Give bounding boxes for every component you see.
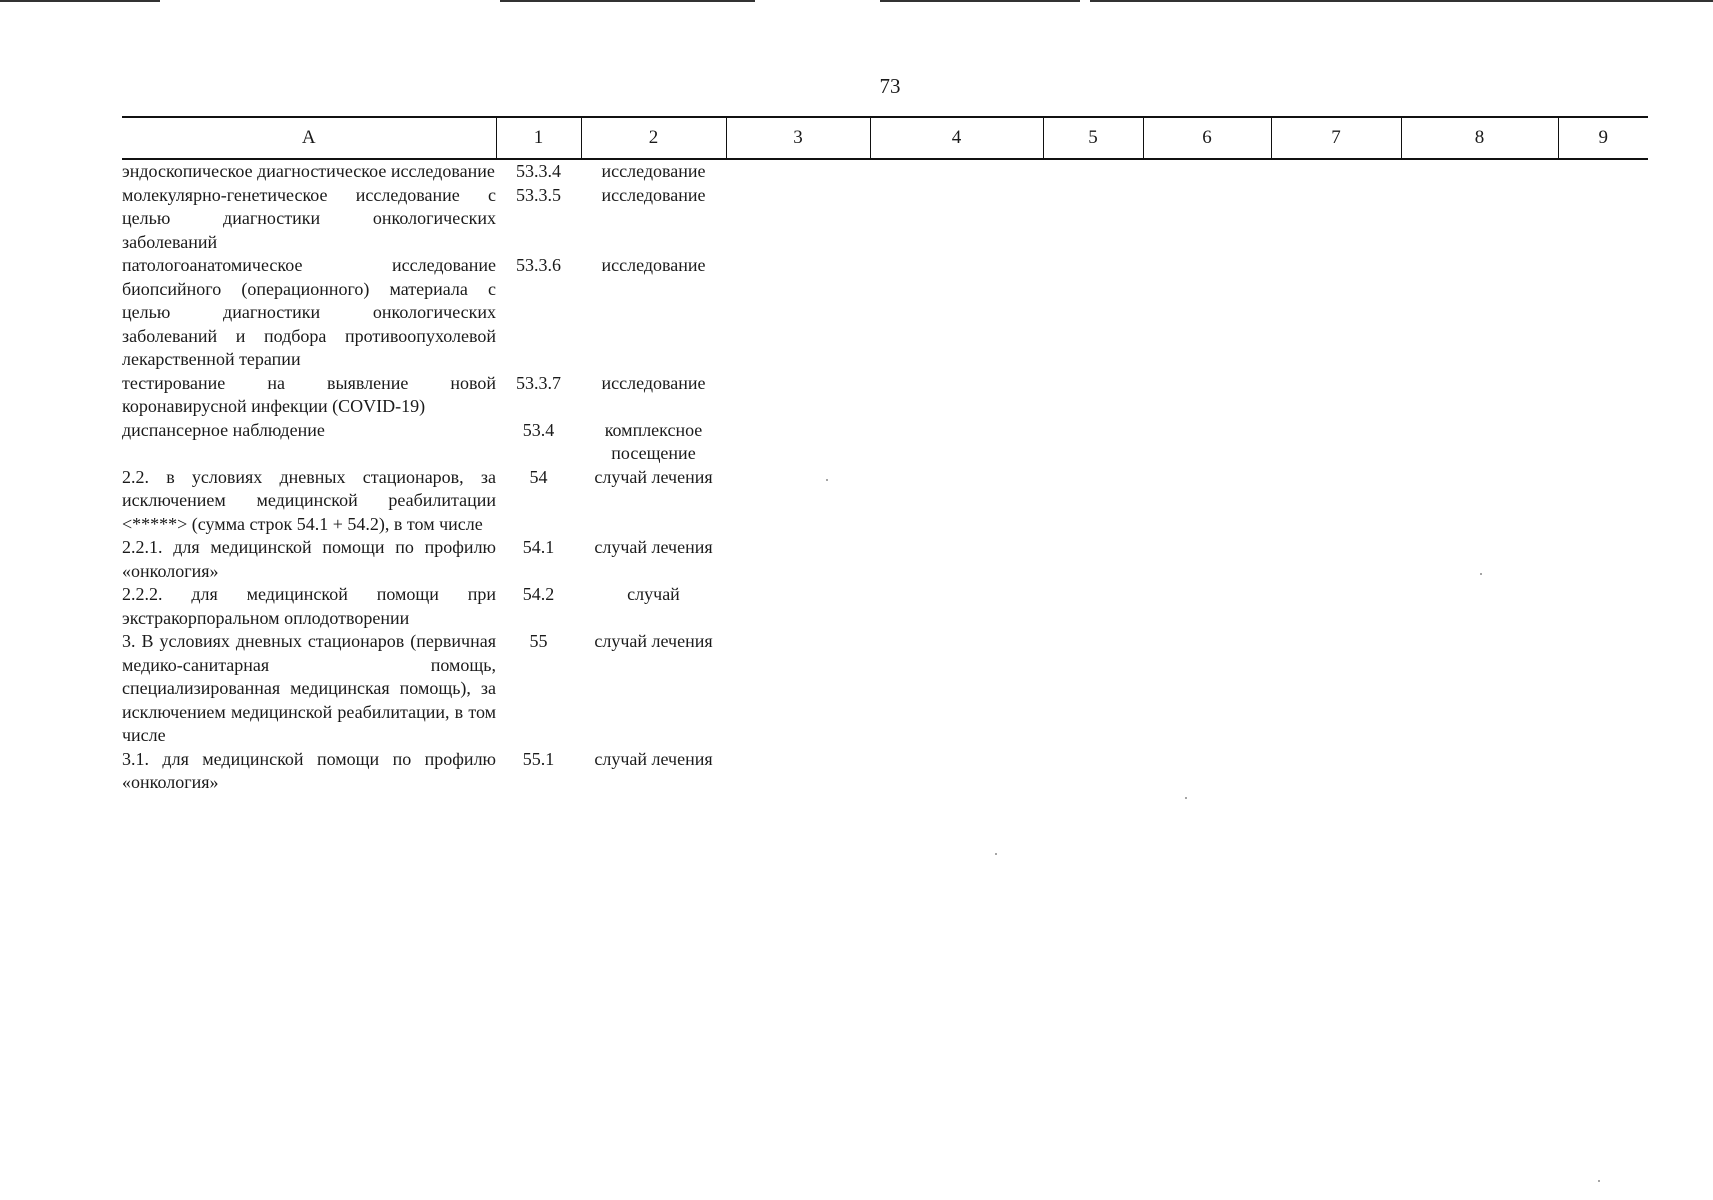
header-col-1: 1 <box>496 117 581 159</box>
row-number: 53.4 <box>522 419 555 440</box>
table-row <box>122 630 1648 748</box>
row-number: 54.1 <box>522 537 555 557</box>
row-number: 53.3.4 <box>516 161 561 181</box>
row-unit: случай лечения <box>594 748 713 769</box>
table-row <box>122 184 1648 255</box>
row-name: 3.1. для медицинской помощи по профилю «онкология» <box>122 748 496 792</box>
table-row <box>122 536 1648 583</box>
scan-edge-line <box>500 0 755 2</box>
row-unit: случай лечения <box>594 537 713 557</box>
row-name: патологоанатомическое исследование биопсийного (операционного) материала с целью диагностики онкологических заболеваний и подбора противоопухолевой лекарственной терапии <box>122 255 496 369</box>
row-name: 3. В условиях дневных стационаров (первичная медико-санитарная помощь, специализированная медицинская помощь), за исключением медицинской реабилитации, в том числе <box>122 631 496 745</box>
row-number: 54.2 <box>522 584 555 604</box>
header-col-2: 2 <box>581 117 726 159</box>
row-name: эндоскопическое диагностическое исследование <box>122 161 495 181</box>
scan-edge-line <box>880 0 1080 2</box>
row-unit: комплексное посещение <box>604 419 703 463</box>
row-unit: исследование <box>601 372 706 393</box>
header-col-3: 3 <box>726 117 870 159</box>
row-name: 2.2.1. для медицинской помощи по профилю «онкология» <box>122 537 496 581</box>
page-number: 73 <box>879 74 901 98</box>
row-unit: исследование <box>601 184 706 205</box>
row-unit: случай лечения <box>594 466 713 487</box>
header-col-4: 4 <box>870 117 1043 159</box>
header-col-6: 6 <box>1143 117 1271 159</box>
scan-speck <box>1480 573 1482 575</box>
header-col-7: 7 <box>1271 117 1401 159</box>
table-row <box>122 748 1648 795</box>
scan-speck <box>826 479 828 481</box>
row-name: 2.2. в условиях дневных стационаров, за исключением медицинской реабилитации <*****> (сумма строк 54.1 + 54.2), в том числе <box>122 466 496 534</box>
scan-speck <box>1185 797 1187 799</box>
row-number: 53.3.5 <box>516 184 561 205</box>
row-number: 55 <box>529 631 548 651</box>
row-name: диспансерное наблюдение <box>122 419 325 440</box>
table-row <box>122 254 1648 372</box>
header-col-a: А <box>122 117 496 159</box>
scan-edge-line <box>1090 0 1713 2</box>
table-row <box>122 372 1648 419</box>
row-name: молекулярно-генетическое исследование с целью диагностики онкологических заболеваний <box>122 184 496 252</box>
table-row <box>122 419 1648 466</box>
table-row <box>122 159 1648 184</box>
header-col-9: 9 <box>1558 117 1648 159</box>
row-unit: исследование <box>601 161 706 181</box>
table-row <box>122 583 1648 630</box>
row-number: 55.1 <box>522 748 555 769</box>
header-col-5: 5 <box>1043 117 1143 159</box>
scan-edge-line <box>0 0 160 2</box>
table-row <box>122 466 1648 537</box>
row-number: 53.3.7 <box>516 372 561 393</box>
row-unit: исследование <box>601 255 706 275</box>
scan-speck <box>995 853 997 855</box>
row-number: 54 <box>529 466 548 487</box>
header-col-8: 8 <box>1401 117 1558 159</box>
scan-speck <box>1598 1180 1600 1182</box>
row-number: 53.3.6 <box>516 255 561 275</box>
row-name: тестирование на выявление новой коронавирусной инфекции (COVID-19) <box>122 372 496 416</box>
data-table <box>122 116 1648 795</box>
row-unit: случай <box>627 584 680 604</box>
table-header-row <box>122 117 1648 159</box>
row-unit: случай лечения <box>594 631 713 651</box>
row-name: 2.2.2. для медицинской помощи при экстракорпоральном оплодотворении <box>122 584 496 628</box>
